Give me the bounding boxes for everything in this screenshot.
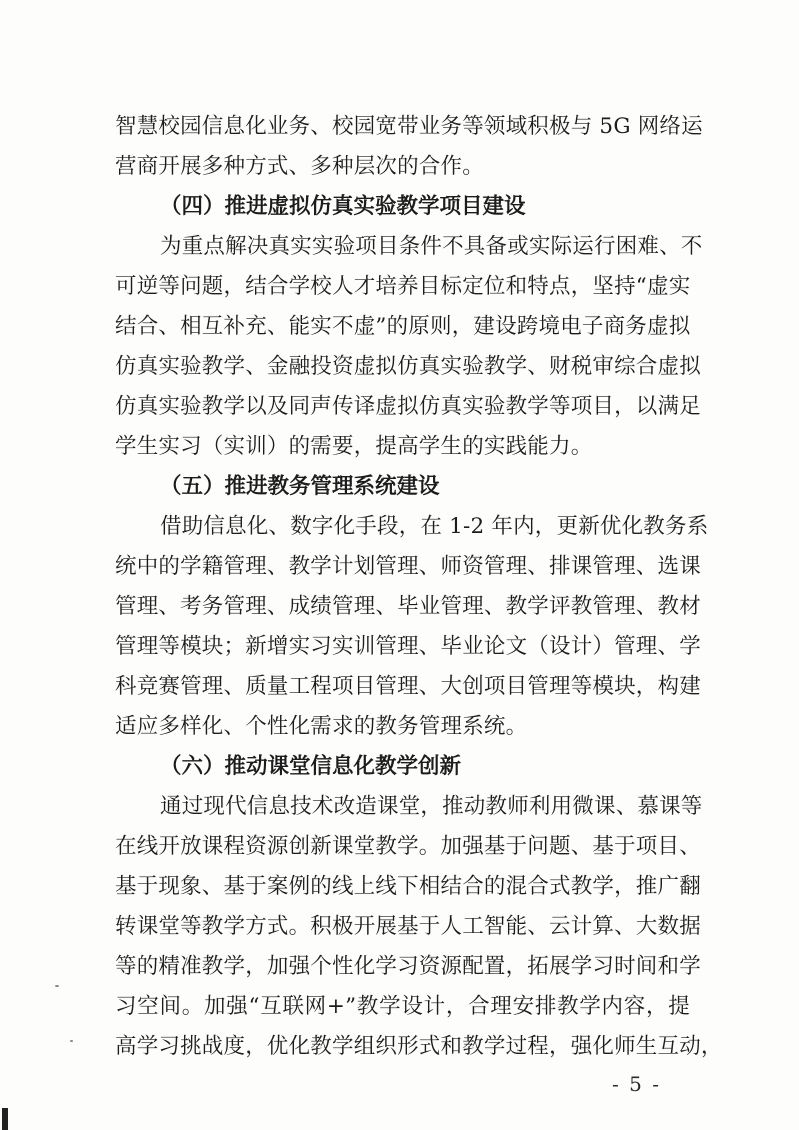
paragraph-line: 仿真实验教学以及同声传译虚拟仿真实验教学等项目，以满足 (115, 394, 701, 419)
paragraph-line: 高学习挑战度，优化教学组织形式和教学过程，强化师生互动， (115, 1034, 723, 1059)
page-number: - 5 - (612, 1072, 661, 1096)
scan-speck (70, 1040, 73, 1042)
scan-speck (55, 985, 59, 987)
paragraph-line: 统中的学籍管理、教学计划管理、师资管理、排课管理、选课 (115, 554, 701, 579)
paragraph-line: 仿真实验教学、金融投资虚拟仿真实验教学、财税审综合虚拟 (115, 354, 701, 379)
paragraph-line: 可逆等问题，结合学校人才培养目标定位和特点，坚持“虚实 (115, 274, 691, 299)
paragraph-line: 基于现象、基于案例的线上线下相结合的混合式教学，推广翻 (115, 874, 701, 899)
paragraph-line: 转课堂等教学方式。积极开展基于人工智能、云计算、大数据 (115, 914, 701, 939)
section-heading-5: （五）推进教务管理系统建设 (160, 474, 440, 499)
paragraph-line: 通过现代信息技术改造课堂，推动教师利用微课、慕课等 (160, 794, 703, 819)
paragraph-line: 营商开展多种方式、多种层次的合作。 (115, 154, 484, 179)
paragraph-line: 借助信息化、数字化手段，在 1-2 年内，更新优化教务系 (160, 514, 709, 539)
section-heading-4: （四）推进虚拟仿真实验教学项目建设 (160, 194, 526, 219)
paragraph-line: 管理、考务管理、成绩管理、毕业管理、教学评教管理、教材 (115, 594, 701, 619)
paragraph-line: 管理等模块；新增实习实训管理、毕业论文（设计）管理、学 (115, 634, 701, 659)
paragraph-line: 学生实习（实训）的需要，提高学生的实践能力。 (115, 434, 593, 459)
paragraph-line: 科竞赛管理、质量工程项目管理、大创项目管理等模块，构建 (115, 674, 701, 699)
scan-edge-mark (2, 1108, 8, 1130)
paragraph-line: 等的精准教学，加强个性化学习资源配置，拓展学习时间和学 (115, 954, 701, 979)
paragraph-line: 在线开放课程资源创新课堂教学。加强基于问题、基于项目、 (115, 834, 701, 859)
paragraph-line: 习空间。加强“互联网+”教学设计，合理安排教学内容，提 (115, 994, 690, 1019)
section-heading-6: （六）推动课堂信息化教学创新 (160, 754, 462, 779)
paragraph-line: 智慧校园信息化业务、校园宽带业务等领域积极与 5G 网络运 (115, 114, 703, 139)
paragraph-line: 结合、相互补充、能实不虚”的原则，建设跨境电子商务虚拟 (115, 314, 691, 339)
paragraph-line: 适应多样化、个性化需求的教务管理系统。 (115, 714, 528, 739)
paragraph-line: 为重点解决真实实验项目条件不具备或实际运行困难、不 (160, 234, 703, 259)
